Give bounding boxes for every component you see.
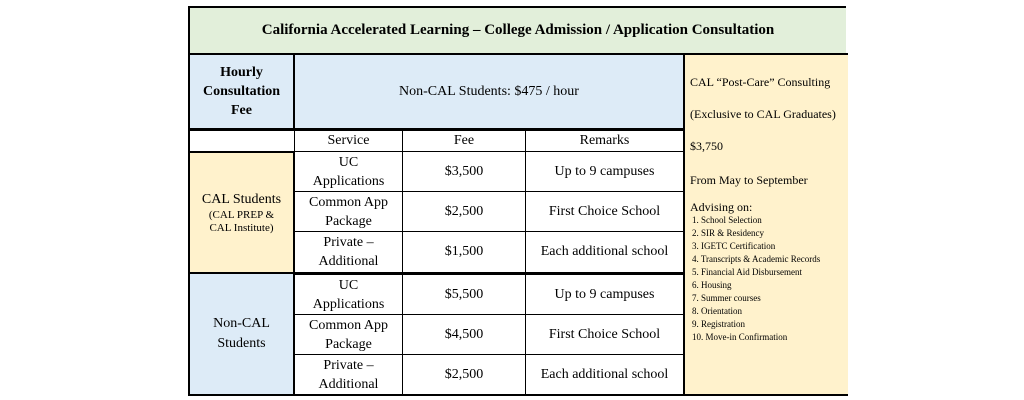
service-line1: Private – xyxy=(323,235,374,250)
list-item: 10. Move-in Confirmation xyxy=(692,332,788,342)
noncal-label-line1: Non-CAL xyxy=(213,316,270,331)
service-line2: Package xyxy=(325,213,372,229)
fee-value: $5,500 xyxy=(444,286,484,302)
remarks-value: Each additional school xyxy=(540,366,669,382)
main-table-right-rule xyxy=(683,129,685,396)
fee-value: $2,500 xyxy=(444,203,484,219)
noncal-label-line2: Students xyxy=(217,336,266,351)
list-item: 3. IGETC Certification xyxy=(692,241,776,251)
hourly-label-line2: Consultation xyxy=(202,84,281,99)
service-line2: Additional xyxy=(318,254,379,269)
header-fee-label: Fee xyxy=(453,133,475,148)
postcare-advising-label: Advising on: xyxy=(690,200,753,214)
service-line2: Applications xyxy=(312,296,385,312)
remarks-value: First Choice School xyxy=(548,326,661,342)
hourly-fee-value: Non-CAL Students: $475 / hour xyxy=(399,83,579,99)
hourly-label-line1: Hourly xyxy=(220,65,263,80)
service-line1: UC xyxy=(338,154,359,170)
hourly-fee-label-cell xyxy=(188,53,295,130)
service-line2: Applications xyxy=(312,173,385,189)
fee-value: $2,500 xyxy=(444,366,484,382)
postcare-advising-list xyxy=(690,214,848,344)
table-row-noncal-3-service xyxy=(294,354,403,396)
list-item: 1. School Selection xyxy=(692,215,762,225)
table-row-noncal-1-service xyxy=(294,273,403,315)
fee-value: $4,500 xyxy=(444,326,484,342)
table-row-cal-2-remarks xyxy=(525,191,684,232)
service-line2: Additional xyxy=(318,376,379,392)
table-title: California Accelerated Learning – College Admission / Application Consultation xyxy=(261,22,775,38)
service-line1: Private – xyxy=(323,357,374,373)
table-row-cal-2-service xyxy=(294,191,403,232)
table-row-noncal-3-fee xyxy=(402,354,526,396)
list-item: 5. Financial Aid Disbursement xyxy=(692,267,802,277)
column-header-blank xyxy=(188,129,295,152)
table-row-noncal-1-remarks xyxy=(525,273,684,315)
cal-students-group-cell xyxy=(188,151,295,274)
service-line1: UC xyxy=(338,277,359,293)
column-header-fee xyxy=(402,129,526,152)
table-row-noncal-1-fee xyxy=(402,273,526,315)
table-row-noncal-2-fee xyxy=(402,314,526,355)
remarks-value: Up to 9 campuses xyxy=(554,163,655,179)
remarks-value: First Choice School xyxy=(548,203,661,219)
header-service-label: Service xyxy=(327,133,370,148)
hourly-fee-value-cell xyxy=(293,53,685,130)
cal-students-sublabel-1: (CAL PREP & xyxy=(208,208,275,221)
list-item: 4. Transcripts & Academic Records xyxy=(692,254,821,264)
list-item: 7. Summer courses xyxy=(692,293,761,303)
list-item: 6. Housing xyxy=(692,280,732,290)
service-line1: Common App xyxy=(309,317,388,333)
cal-students-sublabel-2: CAL Institute) xyxy=(209,221,274,234)
remarks-value: Each additional school xyxy=(540,244,669,259)
table-title-bar xyxy=(188,6,846,55)
table-row-noncal-2-service xyxy=(294,314,403,355)
table-row-cal-2-fee xyxy=(402,191,526,232)
postcare-price: $3,750 xyxy=(690,139,723,153)
table-row-cal-3-fee xyxy=(402,231,526,273)
table-row-cal-1-service xyxy=(294,151,403,192)
service-line1: Common App xyxy=(309,194,388,210)
table-row-cal-3-service xyxy=(294,231,403,273)
column-header-remarks xyxy=(525,129,684,152)
postcare-subtitle: (Exclusive to CAL Graduates) xyxy=(690,107,836,121)
table-row-noncal-2-remarks xyxy=(525,314,684,355)
cal-students-label: CAL Students xyxy=(201,191,282,207)
table-row-cal-3-remarks xyxy=(525,231,684,273)
noncal-students-group-cell xyxy=(188,272,295,396)
table-row-noncal-3-remarks xyxy=(525,354,684,396)
list-item: 2. SIR & Residency xyxy=(692,228,764,238)
list-item: 9. Registration xyxy=(692,319,745,329)
service-line2: Package xyxy=(325,336,372,352)
column-header-service xyxy=(294,129,403,152)
postcare-panel xyxy=(683,53,848,396)
table-row-cal-1-fee xyxy=(402,151,526,192)
table-row-cal-1-remarks xyxy=(525,151,684,192)
hourly-label-line3: Fee xyxy=(231,103,252,118)
postcare-title: CAL “Post-Care” Consulting xyxy=(690,75,831,89)
header-remarks-label: Remarks xyxy=(579,133,630,148)
fee-value: $1,500 xyxy=(444,244,484,259)
postcare-period: From May to September xyxy=(690,173,808,187)
fee-value: $3,500 xyxy=(444,163,484,179)
list-item: 8. Orientation xyxy=(692,306,742,316)
remarks-value: Up to 9 campuses xyxy=(554,286,655,302)
